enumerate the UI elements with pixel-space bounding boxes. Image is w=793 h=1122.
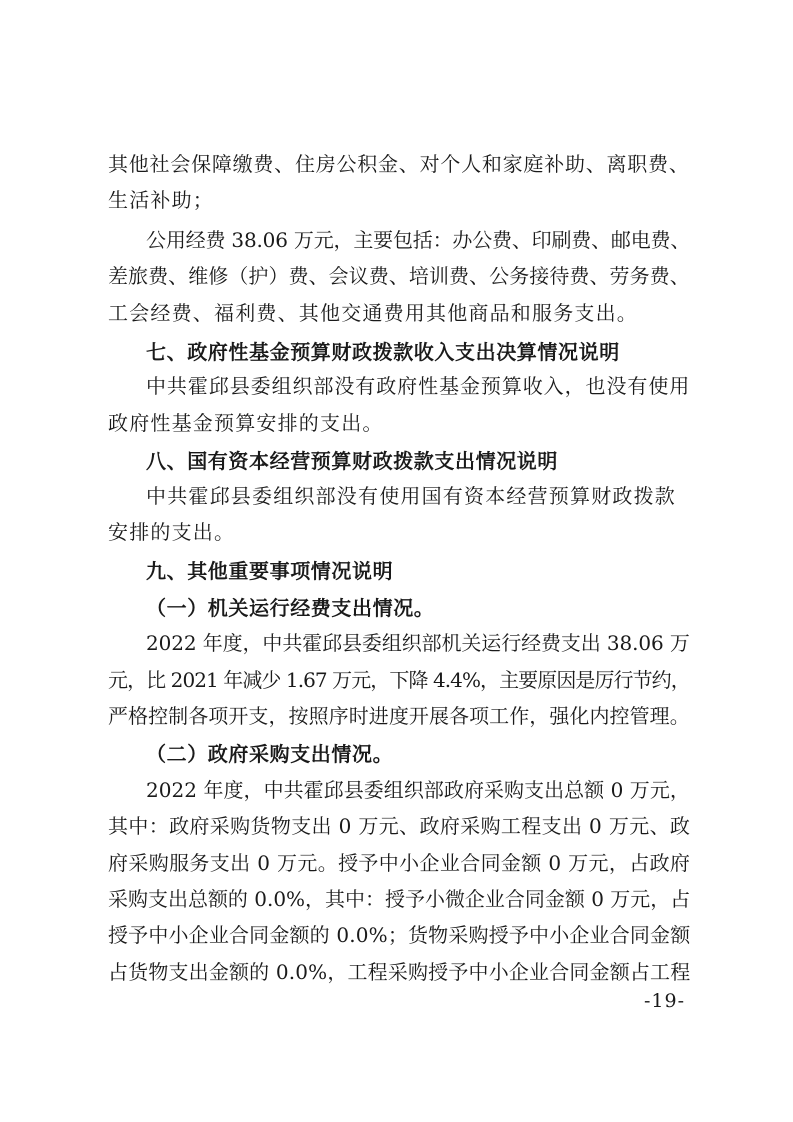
body-line: 2022 年度，中共霍邱县委组织部机关运行经费支出 38.06 万 xyxy=(146,631,690,655)
body-line: 工会经费、福利费、其他交通费用其他商品和服务支出。 xyxy=(108,301,638,325)
section-heading-nine: 九、其他重要事项情况说明 xyxy=(146,559,394,583)
body-line: 采购支出总额的 0.0%，其中：授予小微企业合同金额 0 万元，占 xyxy=(108,887,691,911)
body-line: 公用经费 38.06 万元，主要包括：办公费、印刷费、邮电费、 xyxy=(146,228,691,252)
section-heading-eight: 八、国有资本经营预算财政拨款支出情况说明 xyxy=(146,449,558,473)
body-line: 差旅费、维修（护）费、会议费、培训费、公务接待费、劳务费、 xyxy=(108,264,690,288)
body-line: 严格控制各项开支，按照序时进度开展各项工作，强化内控管理。 xyxy=(108,704,690,728)
body-line: 安排的支出。 xyxy=(108,520,236,544)
body-line: 政府性基金预算安排的支出。 xyxy=(108,411,384,435)
subsection-heading-two: （二）政府采购支出情况。 xyxy=(146,742,394,766)
section-heading-seven: 七、政府性基金预算财政拨款收入支出决算情况说明 xyxy=(146,340,620,364)
body-line: 其他社会保障缴费、住房公积金、对个人和家庭补助、离职费、 xyxy=(108,152,690,176)
subsection-heading-one: （一）机关运行经费支出情况。 xyxy=(146,596,435,620)
page-number: -19- xyxy=(644,990,686,1012)
body-line: 授予中小企业合同金额的 0.0%；货物采购授予中小企业合同金额 xyxy=(108,923,691,947)
body-line: 中共霍邱县委组织部没有政府性基金预算收入，也没有使用 xyxy=(146,374,691,398)
body-line: 占货物支出金额的 0.0%，工程采购授予中小企业合同金额占工程 xyxy=(108,960,691,984)
body-line: 生活补助； xyxy=(108,188,214,212)
body-line: 其中：政府采购货物支出 0 万元、政府采购工程支出 0 万元、政 xyxy=(108,814,691,838)
body-line: 中共霍邱县委组织部没有使用国有资本经营预算财政拨款 xyxy=(146,484,676,508)
body-line: 府采购服务支出 0 万元。授予中小企业合同金额 0 万元，占政府 xyxy=(108,851,691,875)
body-line: 元，比 2021 年减少 1.67 万元，下降 4.4%，主要原因是厉行节约， xyxy=(108,668,690,692)
body-line: 2022 年度，中共霍邱县委组织部政府采购支出总额 0 万元， xyxy=(146,778,690,802)
